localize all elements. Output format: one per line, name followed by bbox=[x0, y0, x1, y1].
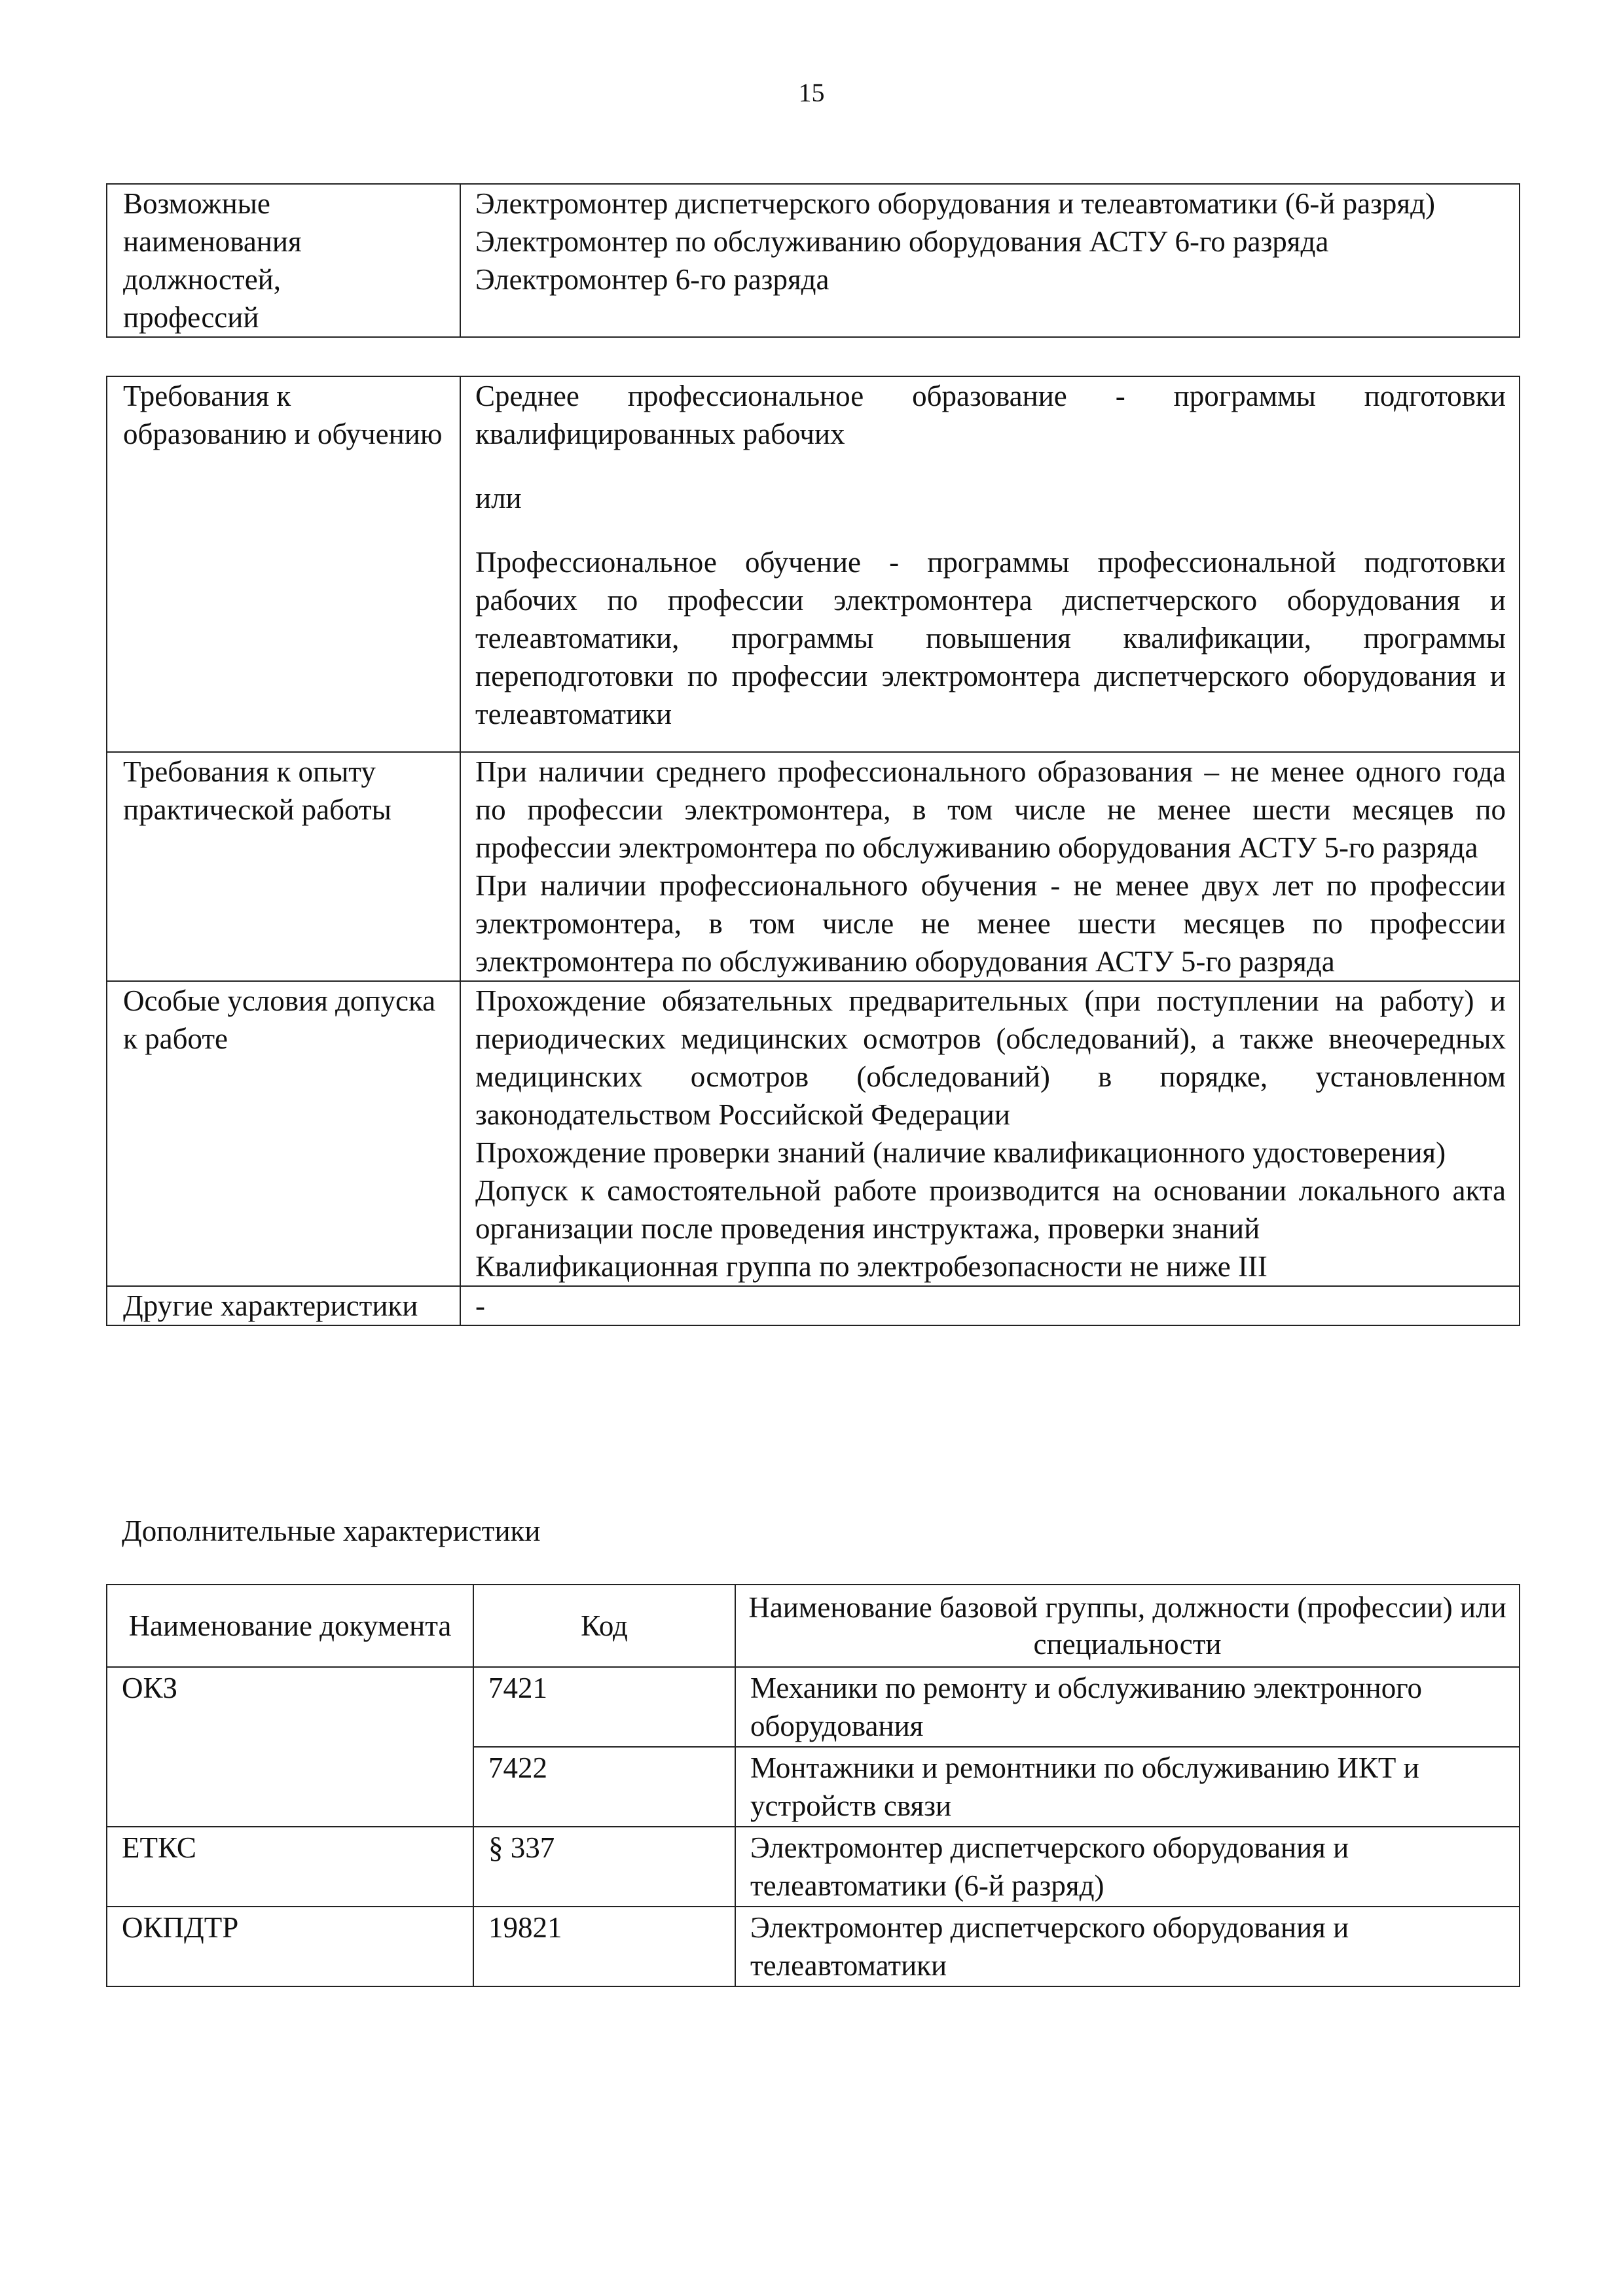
table-row bbox=[107, 1827, 1520, 1907]
label-line: наименования bbox=[123, 225, 302, 258]
header-name: Наименование базовой группы, должности (профессии) или специальности bbox=[735, 1585, 1520, 1667]
label-line: Возможные bbox=[123, 187, 270, 220]
label-line: профессий bbox=[123, 301, 259, 334]
education-value bbox=[460, 376, 1520, 752]
experience-value bbox=[460, 752, 1520, 981]
job-titles-values bbox=[460, 184, 1520, 337]
table-header-row bbox=[107, 1585, 1520, 1667]
code-cell: 19821 bbox=[473, 1907, 735, 1986]
label-line: должностей, bbox=[123, 263, 281, 296]
table-row bbox=[107, 1286, 1520, 1325]
table-row bbox=[107, 981, 1520, 1286]
table-row bbox=[107, 376, 1520, 752]
conditions-text: Прохождение проверки знаний (наличие квалификационного удостоверения) bbox=[475, 1136, 1446, 1169]
experience-label: Требования к опыту практической работы bbox=[107, 752, 460, 981]
conditions-text: Допуск к самостоятельной работе производится на основании локального акта организации после проведения инструктажа, проверки знаний bbox=[475, 1174, 1506, 1245]
section-heading: Дополнительные характеристики bbox=[122, 1515, 541, 1547]
experience-text: При наличии профессионального обучения - не менее двух лет по профессии электромонтера, в том числе не менее шести месяцев по профессии электромонтера по обслуживанию оборудования АСТУ 5-го разряда bbox=[475, 869, 1506, 978]
table-row bbox=[107, 1907, 1520, 1986]
doc-cell: ОКПДТР bbox=[107, 1907, 473, 1986]
conditions-value bbox=[460, 981, 1520, 1286]
table-row bbox=[107, 752, 1520, 981]
code-cell: 7422 bbox=[473, 1747, 735, 1827]
doc-cell: ОКЗ bbox=[107, 1667, 473, 1827]
name-cell: Монтажники и ремонтники по обслуживанию ИКТ и устройств связи bbox=[735, 1747, 1520, 1827]
additional-characteristics-table bbox=[106, 1584, 1520, 1987]
conditions-text: Прохождение обязательных предварительных (при поступлении на работу) и периодических медицинских осмотров (обследований), а также внеочередных медицинских осмотров (обследований) в порядке, установленном законодательством Российской Федерации bbox=[475, 984, 1506, 1131]
code-cell: 7421 bbox=[473, 1667, 735, 1747]
header-doc: Наименование документа bbox=[107, 1585, 473, 1667]
job-title: Электромонтер 6-го разряда bbox=[475, 263, 830, 296]
job-title: Электромонтер диспетчерского оборудования и телеавтоматики (6-й разряд) bbox=[475, 187, 1435, 220]
education-or: или bbox=[475, 482, 522, 514]
education-text: Среднее профессиональное образование - программы подготовки квалифицированных рабочих bbox=[475, 380, 1506, 450]
experience-text: При наличии среднего профессионального образования – не менее одного года по профессии электромонтера, в том числе не менее шести месяцев по профессии электромонтера по обслуживанию оборудования АСТУ 5-го разряда bbox=[475, 755, 1506, 864]
conditions-label: Особые условия допуска к работе bbox=[107, 981, 460, 1286]
doc-cell: ЕТКС bbox=[107, 1827, 473, 1907]
name-cell: Электромонтер диспетчерского оборудования и телеавтоматики (6-й разряд) bbox=[735, 1827, 1520, 1907]
job-titles-table bbox=[106, 183, 1520, 338]
name-cell: Механики по ремонту и обслуживанию электронного оборудования bbox=[735, 1667, 1520, 1747]
name-cell: Электромонтер диспетчерского оборудования и телеавтоматики bbox=[735, 1907, 1520, 1986]
table-row bbox=[107, 1667, 1520, 1747]
table-row bbox=[107, 184, 1520, 337]
job-titles-label bbox=[107, 184, 460, 337]
education-label: Требования к образованию и обучению bbox=[107, 376, 460, 752]
education-text: Профессиональное обучение - программы профессиональной подготовки рабочих по профессии электромонтера диспетчерского оборудования и телеавтоматики, программы повышения квалификации, программы переподготовки по профессии электромонтера диспетчерского оборудования и телеавтоматики bbox=[475, 546, 1506, 730]
conditions-text: Квалификационная группа по электробезопасности не ниже III bbox=[475, 1250, 1267, 1283]
other-value: - bbox=[460, 1286, 1520, 1325]
other-label: Другие характеристики bbox=[107, 1286, 460, 1325]
job-title: Электромонтер по обслуживанию оборудования АСТУ 6-го разряда bbox=[475, 225, 1329, 258]
requirements-table bbox=[106, 376, 1520, 1326]
header-code: Код bbox=[473, 1585, 735, 1667]
code-cell: § 337 bbox=[473, 1827, 735, 1907]
page-number: 15 bbox=[798, 78, 825, 107]
